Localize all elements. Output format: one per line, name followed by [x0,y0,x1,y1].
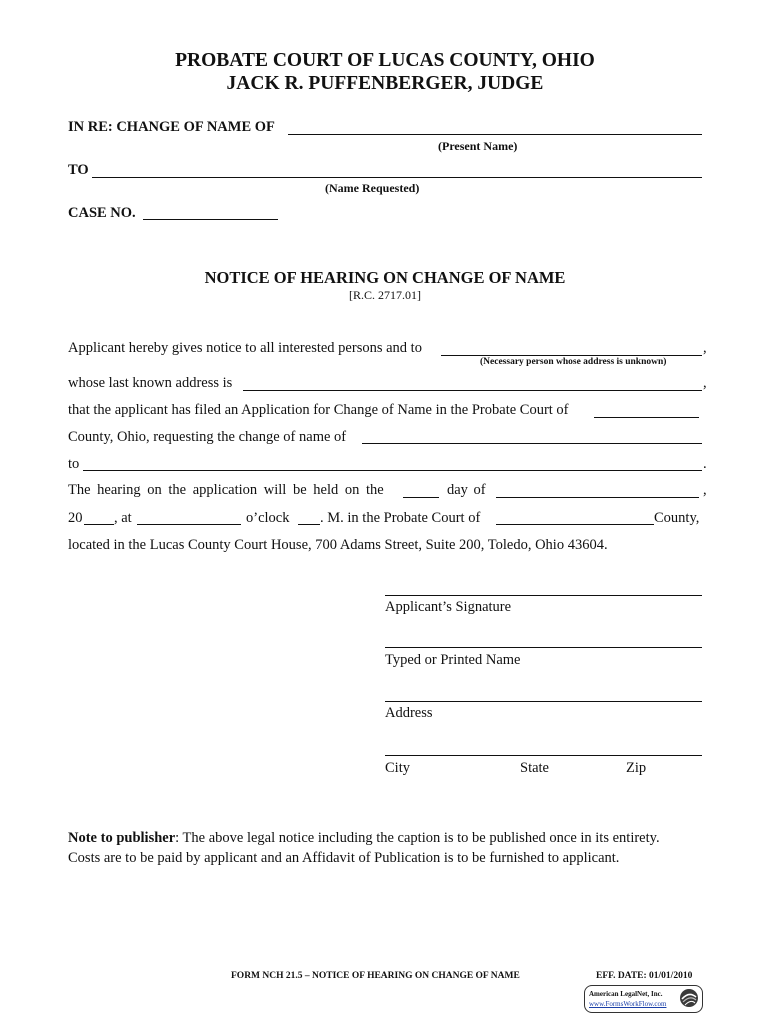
vendor-badge [584,985,703,1013]
state-label: State [520,760,549,776]
notice-line-7b: , at [114,510,132,526]
hearing-time-input[interactable] [137,507,241,523]
address-line[interactable] [385,701,702,702]
necessary-person-input[interactable] [441,338,702,354]
last-known-address-input[interactable] [243,373,702,389]
address-input[interactable] [385,684,702,700]
vendor-logo-icon [679,988,699,1008]
typed-name-label: Typed or Printed Name [385,652,521,668]
applicant-signature-input[interactable] [385,578,702,594]
name-requested-hint: (Name Requested) [325,181,420,195]
comma-3: , [703,482,707,498]
publisher-note-text-1: : The above legal notice including the caption is to be published once in its entirety. [175,830,660,846]
vendor-name: American LegalNet, Inc. [589,990,663,998]
comma-2: , [703,375,707,391]
statute-ref: [R.C. 2717.01] [349,288,421,302]
applicant-signature-label: Applicant’s Signature [385,599,512,615]
typed-name-line[interactable] [385,647,702,648]
address-label: Address [385,705,433,721]
typed-name-input[interactable] [385,630,702,646]
notice-title: NOTICE OF HEARING ON CHANGE OF NAME [204,268,566,287]
zip-label: Zip [626,760,647,776]
notice-line-4: County, Ohio, requesting the change of name of [68,429,347,445]
probate-county-input[interactable] [594,400,699,416]
applicant-signature-line[interactable] [385,595,702,596]
court-title: PROBATE COURT OF LUCAS COUNTY, OHIO [175,50,595,71]
notice-line-2: whose last known address is [68,375,233,391]
hearing-time-field[interactable] [137,524,241,525]
last-known-address-field[interactable] [243,390,702,391]
change-from-input[interactable] [362,426,702,442]
hearing-year-input[interactable] [84,507,114,523]
name-requested-field[interactable] [92,177,702,178]
judge-title: JACK R. PUFFENBERGER, JUDGE [226,73,544,94]
hearing-year-field[interactable] [84,524,114,525]
present-name-field[interactable] [288,134,702,135]
necessary-person-hint: (Necessary person whose address is unknown) [480,357,667,367]
in-re-label: IN RE: CHANGE OF NAME OF [68,119,275,135]
change-from-field[interactable] [362,443,702,444]
am-pm-input[interactable] [298,507,320,523]
notice-line-6a: The hearing on the application will be held on the [68,482,384,498]
notice-line-8: located in the Lucas County Court House, 700 Adams Street, Suite 200, Toledo, Ohio 43604. [68,537,608,553]
vendor-url[interactable]: www.FormsWorkFlow.com [589,1000,667,1008]
hearing-month-input[interactable] [496,480,699,496]
publisher-note-label: Note to publisher [68,830,176,846]
period-1: . [703,456,707,472]
probate-county-field[interactable] [594,417,699,418]
publisher-note-text-2: Costs are to be paid by applicant and an Affidavit of Publication is to be furnished to applicant. [68,850,620,866]
notice-line-6b: day of [447,482,486,498]
change-to-field[interactable] [83,470,702,471]
form-id: FORM NCH 21.5 – NOTICE OF HEARING ON CHANGE OF NAME [231,971,520,981]
court-county-input[interactable] [496,507,654,523]
notice-line-7e: County, [654,510,700,526]
am-pm-field[interactable] [298,524,320,525]
notice-line-1: Applicant hereby gives notice to all interested persons and to [68,340,422,356]
city-label: City [385,760,410,776]
present-name-hint: (Present Name) [438,139,518,153]
notice-line-7a: 20 [68,510,83,526]
case-no-label: CASE NO. [68,205,136,221]
necessary-person-field[interactable] [441,355,702,356]
notice-line-7d: . M. in the Probate Court of [320,510,481,526]
case-no-input[interactable] [143,202,278,218]
effective-date: EFF. DATE: 01/01/2010 [596,971,693,981]
hearing-day-field[interactable] [403,497,439,498]
case-no-field[interactable] [143,219,278,220]
present-name-input[interactable] [288,117,702,133]
court-county-field[interactable] [496,524,654,525]
name-requested-input[interactable] [92,160,702,176]
change-to-input[interactable] [83,453,702,469]
hearing-month-field[interactable] [496,497,699,498]
city-state-zip-line[interactable] [385,755,702,756]
hearing-day-input[interactable] [403,480,439,496]
publisher-note [68,830,708,847]
city-state-zip-input[interactable] [385,738,702,754]
notice-line-5: to [68,456,80,472]
to-label: TO [68,162,89,178]
notice-line-7c: o’clock [246,510,290,526]
notice-line-3: that the applicant has filed an Application for Change of Name in the Probate Court of [68,402,569,418]
comma-1: , [703,340,707,356]
